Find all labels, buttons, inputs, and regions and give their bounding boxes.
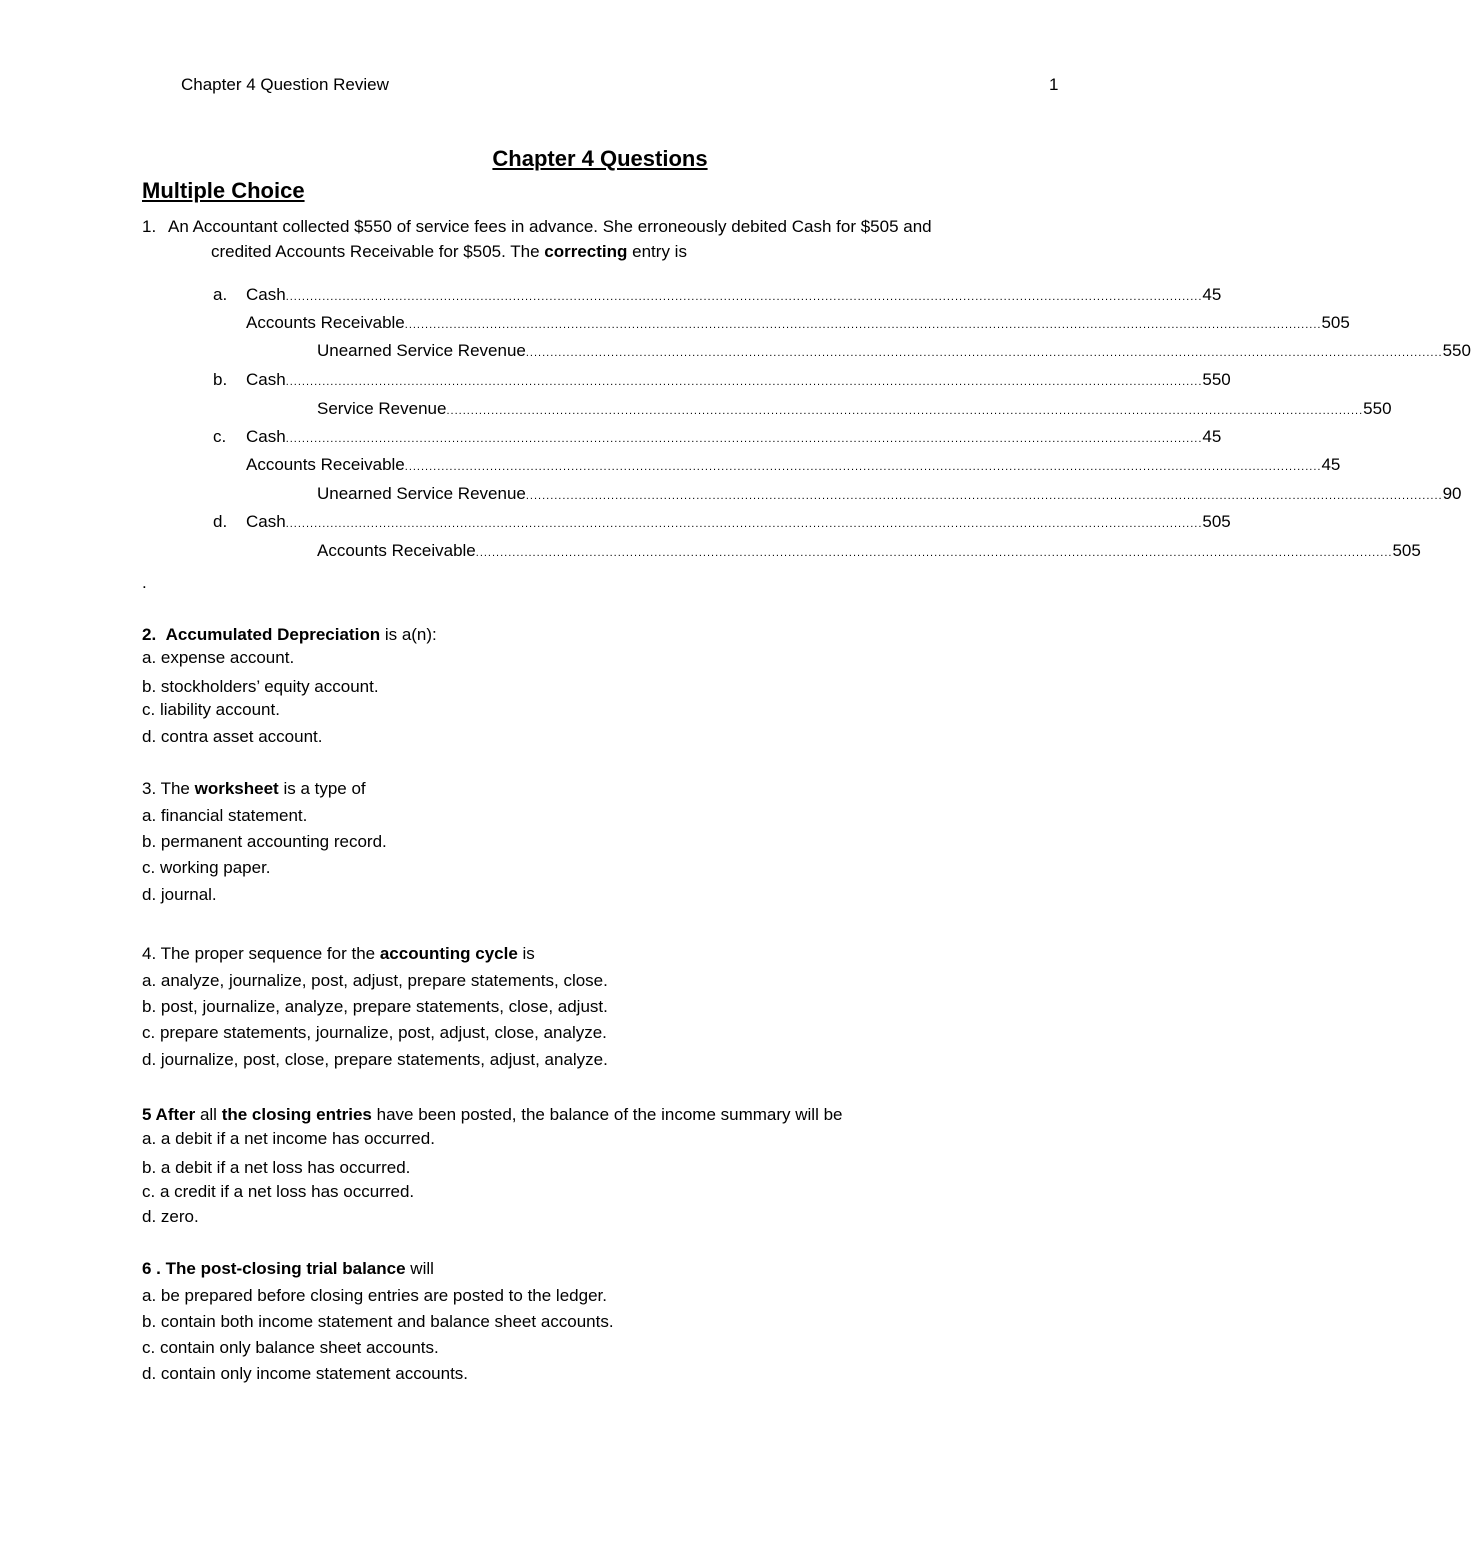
q5-option-b: b. a debit if a net loss has occurred. (142, 1158, 411, 1177)
question-6-stem: 6 . The post-closing trial balance will (142, 1259, 434, 1278)
q3-option-c: c. working paper. (142, 858, 271, 877)
q6-option-b: b. contain both income statement and balance sheet accounts. (142, 1312, 614, 1331)
q1-option-b-entry-1: Cash .................................................................................................................................................................................................................................. 550 (246, 370, 1231, 389)
q4-option-d: d. journalize, post, close, prepare statements, adjust, analyze. (142, 1050, 608, 1069)
q6-option-a: a. be prepared before closing entries are posted to the ledger. (142, 1286, 607, 1305)
q1-option-a-entry-3: Unearned Service Revenue .................................................................................................................................................................................................................................. 550 (317, 341, 1471, 360)
q1-option-d-entry-2: Accounts Receivable .................................................................................................................................................................................................................................. 505 (317, 541, 1421, 560)
q2-option-b: b. stockholders’ equity account. (142, 677, 379, 696)
q1-option-d-letter: d. (213, 512, 228, 531)
question-1-line-1: An Accountant collected $550 of service fees in advance. She erroneously debited Cash for $505 and (168, 217, 932, 236)
q6-option-d: d. contain only income statement accounts. (142, 1364, 469, 1383)
q2-option-d: d. contra asset account. (142, 727, 323, 746)
running-header: Chapter 4 Question Review (181, 75, 389, 94)
question-4-stem: 4. The proper sequence for the accounting cycle is (142, 944, 535, 963)
q5-option-d: d. zero. (142, 1207, 199, 1226)
q1-option-c-letter: c. (213, 427, 227, 446)
question-2-stem: 2. Accumulated Depreciation is a(n): (142, 625, 437, 644)
q1-trailing-dot: . (142, 573, 147, 592)
q1-option-c-entry-1: Cash .................................................................................................................................................................................................................................. 45 (246, 427, 1222, 446)
q3-option-b: b. permanent accounting record. (142, 832, 387, 851)
question-3-stem: 3. The worksheet is a type of (142, 779, 366, 798)
section-heading: Multiple Choice (142, 178, 305, 203)
q5-option-c: c. a credit if a net loss has occurred. (142, 1182, 415, 1201)
q2-option-c: c. liability account. (142, 700, 280, 719)
q2-option-a: a. expense account. (142, 648, 295, 667)
q4-option-b: b. post, journalize, analyze, prepare statements, close, adjust. (142, 997, 608, 1016)
q1-option-a-entry-2: Accounts Receivable .................................................................................................................................................................................................................................. 505 (246, 313, 1350, 332)
question-1-number: 1. (142, 217, 157, 236)
q1-option-a-letter: a. (213, 285, 228, 304)
question-5-stem: 5 After all the closing entries have been posted, the balance of the income summary will be (142, 1105, 843, 1124)
document-title: Chapter 4 Questions (492, 146, 708, 171)
q4-option-a: a. analyze, journalize, post, adjust, prepare statements, close. (142, 971, 608, 990)
page-number: 1 (1049, 75, 1059, 94)
q1-option-a-entry-1: Cash .................................................................................................................................................................................................................................. 45 (246, 285, 1222, 304)
q1-option-b-entry-2: Service Revenue .................................................................................................................................................................................................................................. 550 (317, 399, 1392, 418)
q3-option-d: d. journal. (142, 885, 217, 904)
q1-option-d-entry-1: Cash .................................................................................................................................................................................................................................. 505 (246, 512, 1231, 531)
q6-option-c: c. contain only balance sheet accounts. (142, 1338, 439, 1357)
q5-option-a: a. a debit if a net income has occurred. (142, 1129, 435, 1148)
q1-option-c-entry-2: Accounts Receivable .................................................................................................................................................................................................................................. 45 (246, 455, 1341, 474)
question-1-line-2: credited Accounts Receivable for $505. The correcting entry is (211, 242, 687, 261)
q4-option-c: c. prepare statements, journalize, post, adjust, close, analyze. (142, 1023, 607, 1042)
q1-option-c-entry-3: Unearned Service Revenue .................................................................................................................................................................................................................................. 90 (317, 484, 1462, 503)
q1-option-b-letter: b. (213, 370, 228, 389)
q3-option-a: a. financial statement. (142, 806, 308, 825)
